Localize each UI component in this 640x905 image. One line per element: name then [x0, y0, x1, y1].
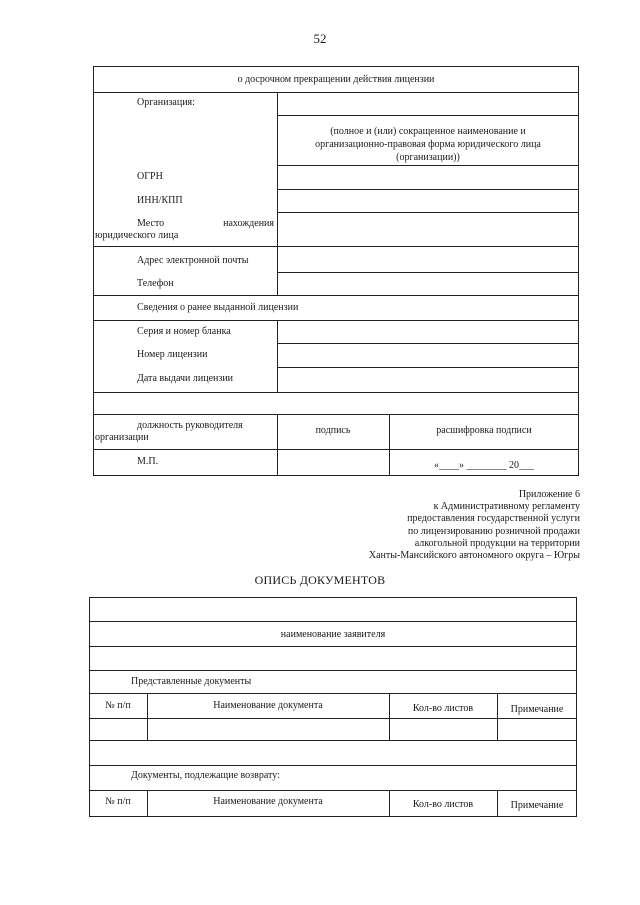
submitted-documents-label: Представленные документы [131, 676, 252, 687]
row-divider [93, 414, 579, 415]
head-position-label-line2: организации [95, 432, 149, 443]
legal-address-label [137, 218, 274, 230]
appendix-line: по лицензированию розничной продажи [407, 525, 580, 537]
legal-address-label-line2: юридического лица [95, 230, 179, 241]
col-sheets-header: Кол-во листов [412, 703, 474, 714]
signature-decode-label: расшифровка подписи [436, 425, 532, 436]
legal-address-word2: нахождения [223, 218, 274, 229]
row-divider [89, 670, 577, 671]
phone-label: Телефон [137, 278, 174, 289]
signature-label: подпись [315, 425, 351, 436]
issue-date-label: Дата выдачи лицензии [137, 373, 234, 384]
col-sheets-header: Кол-во листов [412, 799, 474, 810]
inn-kpp-label: ИНН/КПП [137, 195, 183, 206]
row-divider [277, 272, 579, 273]
column-divider [277, 414, 278, 476]
returned-documents-label: Документы, подлежащие возврату: [131, 770, 280, 781]
date-line: «____» ________ 20___ [434, 460, 534, 471]
col-number-header: № п/п [105, 796, 131, 807]
license-number-label: Номер лицензии [137, 349, 208, 360]
row-divider [89, 718, 577, 719]
row-divider [89, 621, 577, 622]
head-position-label: должность руководителя [137, 420, 243, 431]
row-divider [93, 320, 579, 321]
organization-note-line1: (полное и (или) сокращенное наименование и [330, 126, 526, 137]
row-divider [89, 646, 577, 647]
row-divider [89, 765, 577, 766]
applicant-name-label: наименование заявителя [280, 629, 386, 640]
appendix-line: Ханты-Мансийского автономного округа – Югры [368, 550, 580, 562]
organization-note-line2: организационно-правовая форма юридического лица [315, 139, 541, 150]
row-divider [93, 246, 579, 247]
col-name-header: Наименование документа [213, 796, 323, 807]
page-number: 52 [313, 31, 327, 46]
row-divider [277, 115, 579, 116]
row-divider [277, 367, 579, 368]
ogrn-label: ОГРН [137, 171, 163, 182]
appendix-line: алкогольной продукции на территории [414, 537, 580, 549]
row-divider [277, 189, 579, 190]
column-divider [277, 92, 278, 246]
col-note-header: Примечание [510, 800, 564, 811]
column-divider [277, 246, 278, 295]
organization-label: Организация: [137, 97, 195, 108]
appendix-line: к Административному регламенту [433, 501, 580, 513]
row-divider [93, 295, 579, 296]
organization-note-line3: (организации)) [396, 152, 460, 163]
column-divider [389, 693, 390, 740]
legal-address-word1: Место [137, 218, 165, 229]
stamp-label: М.П. [137, 456, 159, 467]
row-divider [93, 392, 579, 393]
col-note-header: Примечание [510, 704, 564, 715]
row-divider [89, 790, 577, 791]
appendix-line: предоставления государственной услуги [407, 513, 580, 525]
row-divider [277, 343, 579, 344]
inventory-title: ОПИСЬ ДОКУМЕНТОВ [254, 573, 386, 587]
email-label: Адрес электронной почты [137, 255, 249, 266]
row-divider [89, 693, 577, 694]
row-divider [277, 212, 579, 213]
row-divider [93, 449, 579, 450]
col-name-header: Наименование документа [213, 700, 323, 711]
appendix-line: Приложение 6 [518, 489, 580, 500]
previous-license-label: Сведения о ранее выданной лицензии [137, 302, 299, 313]
col-number-header: № п/п [105, 700, 131, 711]
column-divider [497, 693, 498, 740]
row-divider [93, 92, 579, 93]
form-header: о досрочном прекращении действия лицензии [237, 74, 435, 85]
blank-series-label: Серия и номер бланка [137, 326, 231, 337]
row-divider [277, 165, 579, 166]
row-divider [89, 740, 577, 741]
appendix-note [369, 489, 580, 562]
column-divider [277, 320, 278, 392]
